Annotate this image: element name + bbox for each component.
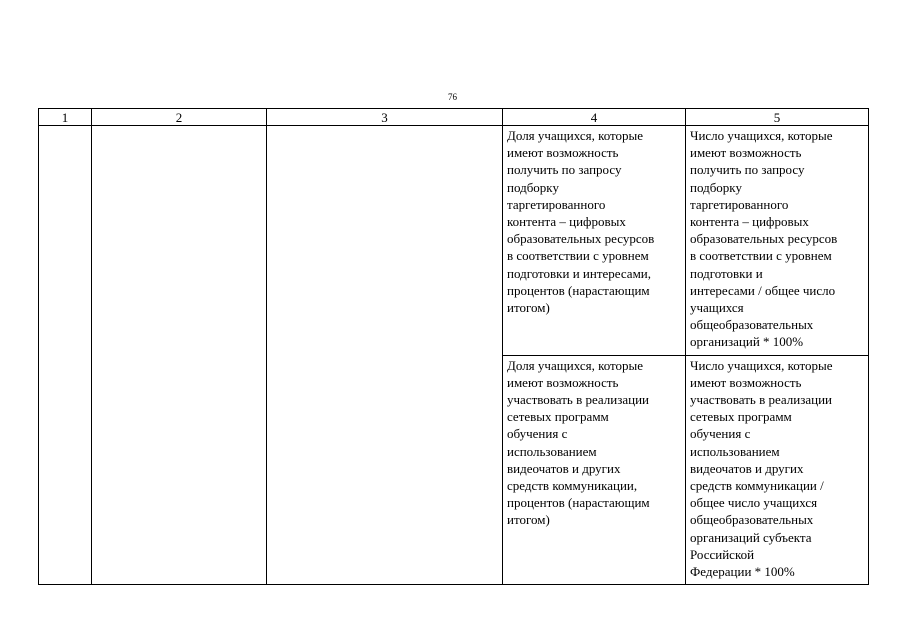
- cell-col3: [267, 126, 503, 585]
- calculation-method-cell: [686, 126, 869, 356]
- column-header-4: 4: [503, 109, 686, 126]
- column-header-5: 5: [686, 109, 869, 126]
- column-header-2: 2: [92, 109, 267, 126]
- cell-col2: [92, 126, 267, 585]
- cell-col1: [39, 126, 92, 585]
- indicator-name-cell: [503, 126, 686, 356]
- table-row-1: [39, 126, 869, 356]
- indicator-name-text: Доля учащихся, которые имеют возможность участвовать в реализации сетевых программ обучения с использованием видеочатов и других средств коммуникации, процентов (нарастающим итогом): [507, 357, 650, 528]
- column-header-3: 3: [267, 109, 503, 126]
- calculation-method-text: Число учащихся, которые имеют возможность участвовать в реализации сетевых программ обучения с использованием видеочатов и других средств коммуникации / общее число учащихся общеобразовательных организаций субъекта Российской Федерации * 100%: [690, 357, 833, 580]
- table-header-row: [39, 109, 869, 126]
- column-header-1: 1: [39, 109, 92, 126]
- indicators-table: [38, 108, 869, 585]
- calculation-method-cell: [686, 355, 869, 585]
- indicator-name-cell: [503, 355, 686, 585]
- page-number: 76: [448, 92, 457, 102]
- indicator-name-text: Доля учащихся, которые имеют возможность получить по запросу подборку таргетированного контента – цифровых образовательных ресурсов в соответствии с уровнем подготовки и интересами, процентов (нарастающим итогом): [507, 128, 655, 316]
- calculation-method-text: Число учащихся, которые имеют возможность получить по запросу подборку таргетированного контента – цифровых образовательных ресурсов в соответствии с уровнем подготовки и интересами / общее число учащихся общеобразовательных организаций * 100%: [690, 128, 838, 350]
